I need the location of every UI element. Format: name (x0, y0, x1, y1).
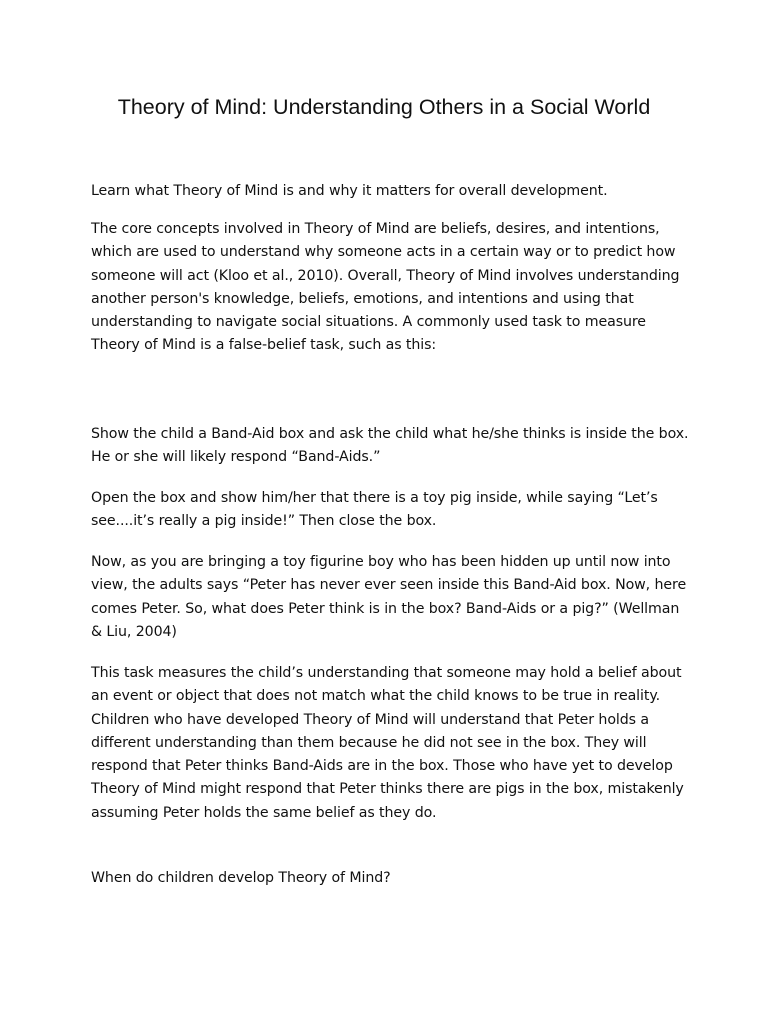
intro-paragraph: Learn what Theory of Mind is and why it matters for overall development. (91, 183, 608, 199)
section-question-heading: When do children develop Theory of Mind? (91, 870, 391, 886)
task-step-3-paragraph: Now, as you are bringing a toy figurine boy who has been hidden up until now into view, the adults says “Peter has never ever seen inside this Band-Aid box. Now, here comes Peter. So, what does Peter think is in the box? Band-Aids or a pig?” (Wellman & Liu, 2004) (91, 554, 687, 640)
task-step-2-paragraph: Open the box and show him/her that there is a toy pig inside, while saying “Let’s see....it’s really a pig inside!” Then close the box. (91, 490, 658, 530)
document-title: Theory of Mind: Understanding Others in a Social World (117, 95, 651, 119)
core-concepts-paragraph: The core concepts involved in Theory of Mind are beliefs, desires, and intentions, which are used to understand why someone acts in a certain way or to predict how someone will act (Kloo et al., 2010). Overall, Theory of Mind involves understanding another person's knowledge, beliefs, emotions, and intentions and using that understanding to navigate social situations. A commonly used task to measure Theory of Mind is a false-belief task, such as this: (91, 221, 680, 354)
explanation-paragraph: This task measures the child’s understanding that someone may hold a belief about an event or object that does not match what the child knows to be true in reality. Children who have developed Theory of Mind will understand that Peter holds a different understanding than them because he did not see in the box. They will respond that Peter thinks Band-Aids are in the box. Those who have yet to develop Theory of Mind might respond that Peter thinks there are pigs in the box, mistakenly assuming Peter holds the same belief as they do. (91, 665, 684, 821)
task-step-1-paragraph: Show the child a Band-Aid box and ask the child what he/she thinks is inside the box. He or she will likely respond “Band-Aids.” (91, 426, 689, 466)
